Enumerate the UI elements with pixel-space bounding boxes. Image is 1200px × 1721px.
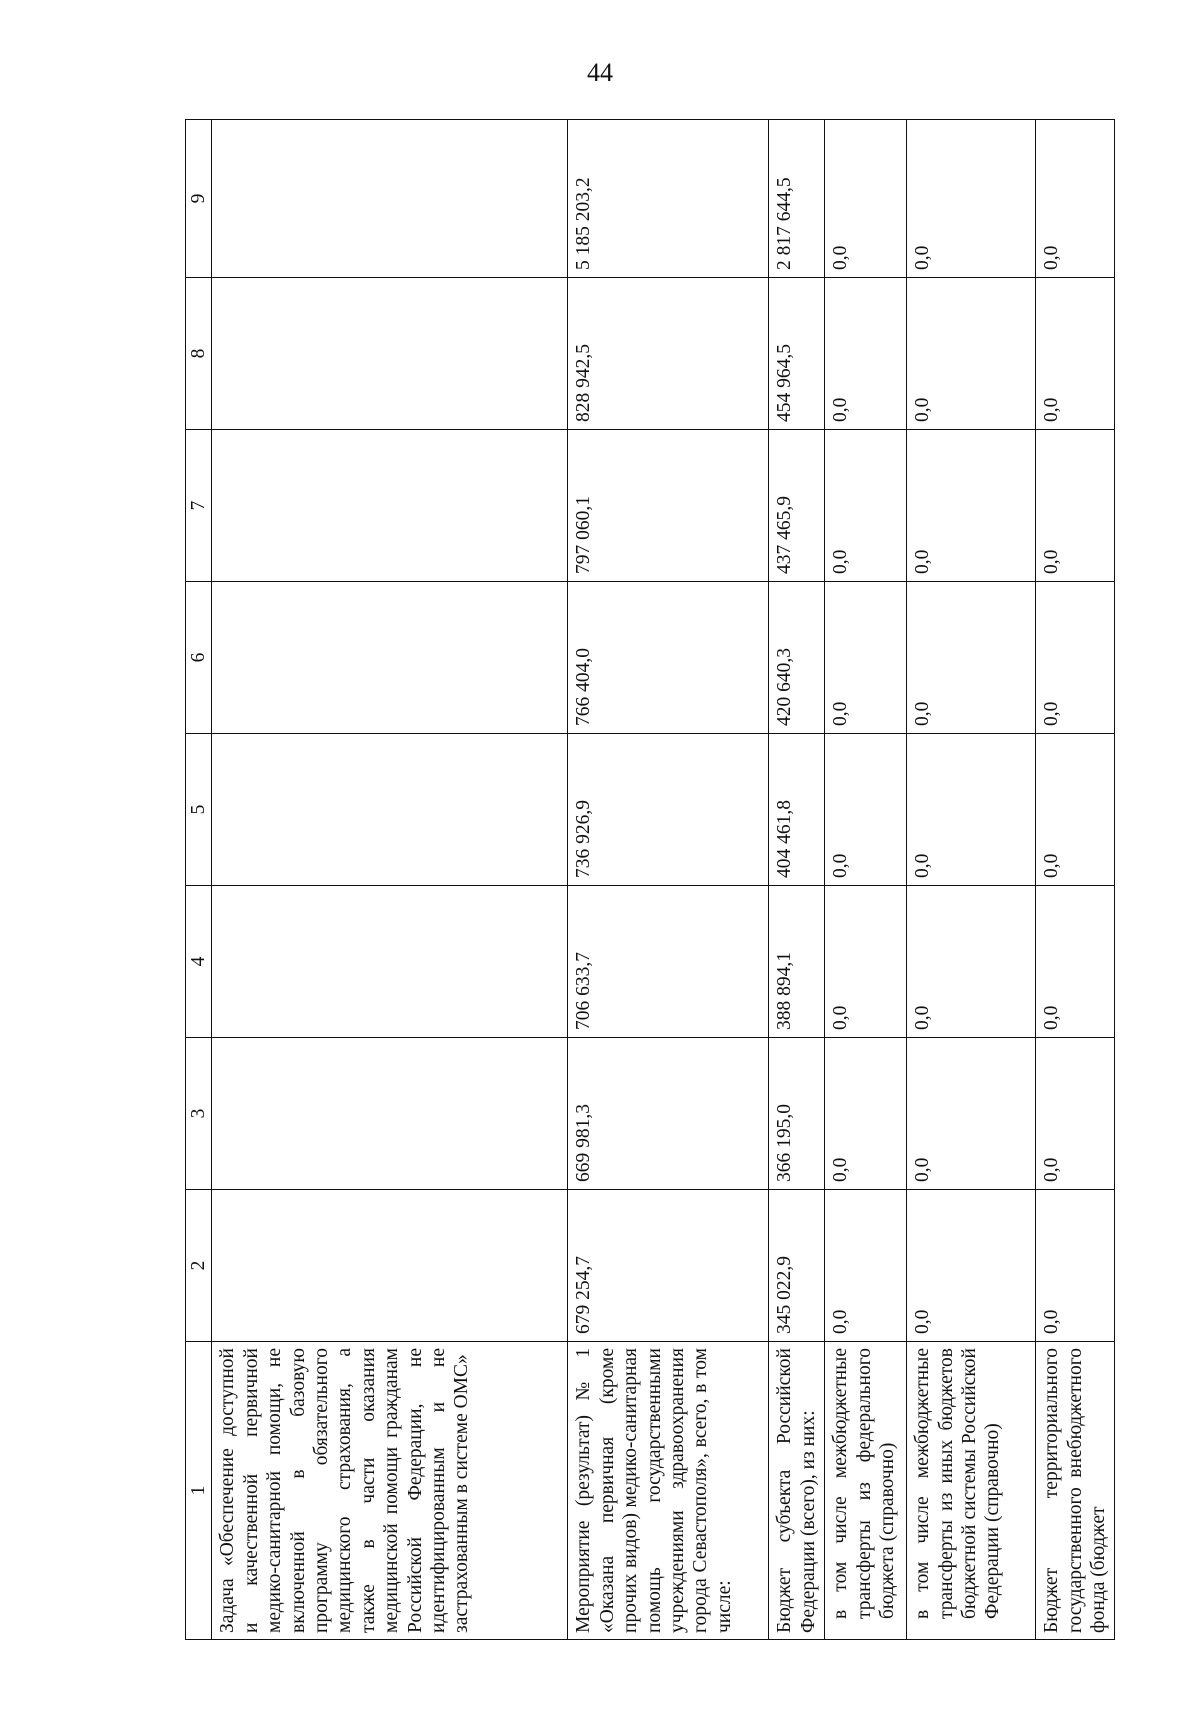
table-cell: 0,0 <box>907 120 1036 278</box>
table-cell <box>212 430 568 582</box>
table-cell: 0,0 <box>1036 278 1115 430</box>
table-cell <box>212 1190 568 1342</box>
column-number: 3 <box>186 1038 212 1190</box>
table-cell: 0,0 <box>825 430 907 582</box>
table-cell: 766 404,0 <box>568 582 769 734</box>
table-cell: 420 640,3 <box>769 582 825 734</box>
row-label: Бюджет территориального государственного внебюджетного фонда (бюджет <box>1036 1342 1115 1640</box>
row-label: Мероприятие (результат) № 1 «Оказана первичная (кроме прочих видов) медико-санитарная помощь государственными учреждениями здравоохранения города Севастополя», всего, в том числе: <box>568 1342 769 1640</box>
column-number: 7 <box>186 430 212 582</box>
table-cell: 0,0 <box>825 278 907 430</box>
table-cell: 0,0 <box>907 278 1036 430</box>
table-cell: 0,0 <box>1036 1190 1115 1342</box>
table-cell: 828 942,5 <box>568 278 769 430</box>
table-cell: 366 195,0 <box>769 1038 825 1190</box>
table-cell: 2 817 644,5 <box>769 120 825 278</box>
table-cell <box>212 278 568 430</box>
table-cell: 5 185 203,2 <box>568 120 769 278</box>
table-cell: 0,0 <box>907 734 1036 886</box>
table-cell: 0,0 <box>1036 1038 1115 1190</box>
table-cell: 0,0 <box>825 582 907 734</box>
table-cell: 0,0 <box>1036 886 1115 1038</box>
table-cell: 0,0 <box>825 1190 907 1342</box>
rotated-table-wrapper <box>185 120 1109 1640</box>
table-cell: 797 060,1 <box>568 430 769 582</box>
column-number: 9 <box>186 120 212 278</box>
row-label: Задача «Обеспечение доступной и качественной первичной медико-санитарной помощи, не включенной в базовую программу обязательного медицинского страхования, а также в части оказания медицинской помощи гражданам Российской Федерации, не идентифицированным и не застрахованным в системе ОМС» <box>212 1342 568 1640</box>
table-cell: 0,0 <box>825 1038 907 1190</box>
table-cell: 706 633,7 <box>568 886 769 1038</box>
column-number: 4 <box>186 886 212 1038</box>
column-number: 1 <box>186 1342 212 1640</box>
table-cell: 0,0 <box>1036 430 1115 582</box>
table-cell: 736 926,9 <box>568 734 769 886</box>
table-cell: 0,0 <box>907 1190 1036 1342</box>
column-number: 6 <box>186 582 212 734</box>
table-cell: 669 981,3 <box>568 1038 769 1190</box>
table-cell: 0,0 <box>1036 120 1115 278</box>
table-cell <box>212 120 568 278</box>
table-cell: 0,0 <box>1036 734 1115 886</box>
table-cell: 679 254,7 <box>568 1190 769 1342</box>
row-label: в том числе межбюджетные трансферты из федерального бюджета (справочно) <box>825 1342 907 1640</box>
table-cell: 404 461,8 <box>769 734 825 886</box>
column-number-row <box>186 120 212 1640</box>
table-cell: 437 465,9 <box>769 430 825 582</box>
table-cell <box>212 1038 568 1190</box>
column-number: 5 <box>186 734 212 886</box>
table-row-tfoms-budget <box>1036 120 1115 1640</box>
table-cell: 0,0 <box>825 734 907 886</box>
table-row-federal-transfers <box>825 120 907 1640</box>
table-cell: 0,0 <box>907 886 1036 1038</box>
table-cell <box>212 582 568 734</box>
column-number: 8 <box>186 278 212 430</box>
table-cell: 345 022,9 <box>769 1190 825 1342</box>
table-cell: 0,0 <box>1036 582 1115 734</box>
table-row-task <box>212 120 568 1640</box>
row-label: Бюджет субъекта Российской Федерации (всего), из них: <box>769 1342 825 1640</box>
table-cell: 0,0 <box>825 120 907 278</box>
table-row-regional-budget <box>769 120 825 1640</box>
page-number: 44 <box>587 58 613 87</box>
table-row-other-transfers <box>907 120 1036 1640</box>
table-cell: 0,0 <box>907 430 1036 582</box>
table-row-event <box>568 120 769 1640</box>
table-cell <box>212 886 568 1038</box>
table-cell: 0,0 <box>907 582 1036 734</box>
table-cell: 0,0 <box>825 886 907 1038</box>
table-cell: 0,0 <box>907 1038 1036 1190</box>
budget-table <box>185 119 1115 1640</box>
column-number: 2 <box>186 1190 212 1342</box>
table-cell: 454 964,5 <box>769 278 825 430</box>
table-cell <box>212 734 568 886</box>
table-cell: 388 894,1 <box>769 886 825 1038</box>
row-label: в том числе межбюджетные трансферты из иных бюджетов бюджетной системы Российской Федерации (справочно) <box>907 1342 1036 1640</box>
